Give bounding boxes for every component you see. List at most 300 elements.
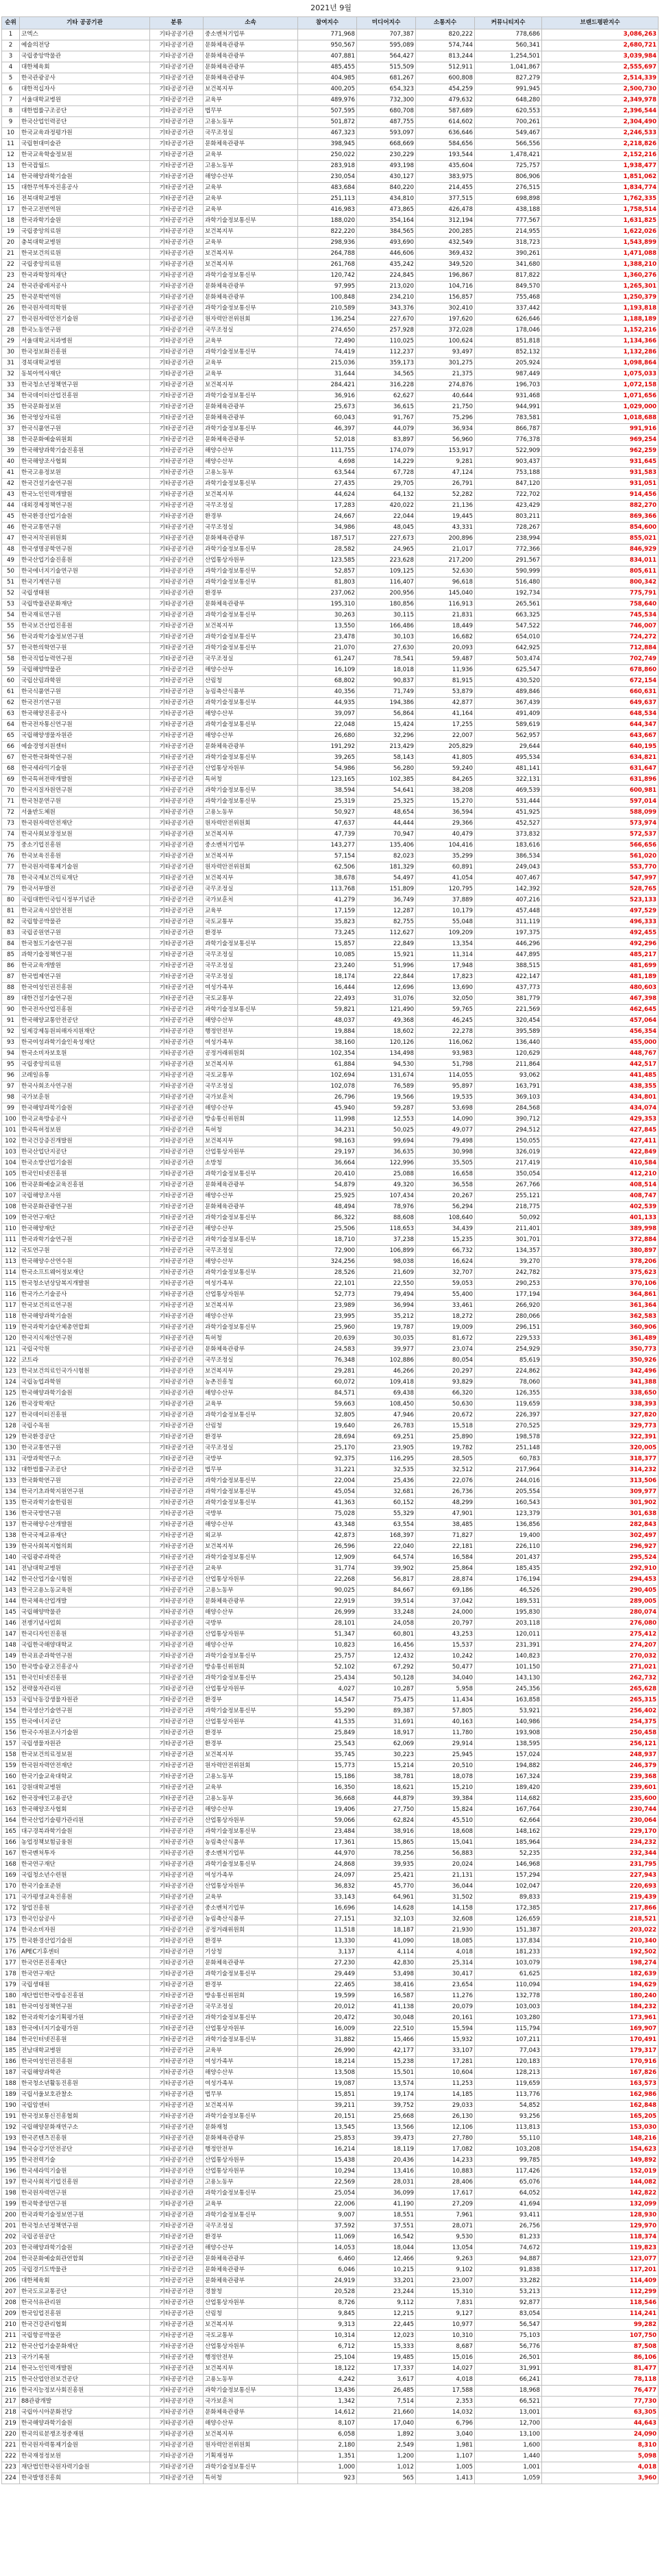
communication-cell: 45,510 [416, 1816, 475, 1827]
community-cell: 495,534 [475, 753, 542, 764]
table-row [2, 95, 659, 106]
ministry-cell: 고용노동부 [204, 2177, 298, 2188]
brand-index-cell: 2,500,730 [542, 84, 659, 95]
org-name-cell: 국립광주과학관 [20, 1553, 150, 1564]
brand-index-cell: 523,133 [542, 895, 659, 906]
communication-cell: 21,750 [416, 402, 475, 413]
org-name-cell: 한국학중앙연구원 [20, 2199, 150, 2210]
category-cell: 기타공공기관 [150, 797, 204, 808]
communication-cell: 29,914 [416, 1739, 475, 1750]
category-cell: 기타공공기관 [150, 1958, 204, 1969]
table-row [2, 862, 659, 873]
participation-cell: 19,640 [298, 1421, 357, 1432]
brand-index-cell: 170,491 [542, 2035, 659, 2046]
brand-index-cell: 117,201 [542, 2265, 659, 2276]
ministry-cell: 보건복지부 [204, 1301, 298, 1312]
participation-cell: 84,571 [298, 1388, 357, 1399]
table-row [2, 1060, 659, 1071]
ministry-cell: 문화체육관광부 [204, 534, 298, 545]
category-cell: 기타공공기관 [150, 972, 204, 983]
communication-cell: 59,487 [416, 654, 475, 665]
ministry-cell: 기상청 [204, 1947, 298, 1958]
participation-cell: 27,230 [298, 1958, 357, 1969]
participation-cell: 16,444 [298, 983, 357, 994]
ministry-cell: 중소벤처기업부 [204, 29, 298, 40]
ministry-cell: 산업통상자원부 [204, 2166, 298, 2177]
rank-cell: 136 [2, 1509, 20, 1520]
communication-cell: 36,594 [416, 808, 475, 818]
category-cell: 기타공공기관 [150, 490, 204, 501]
org-name-cell: 대한체육회 [20, 62, 150, 73]
media-cell: 63,554 [357, 1520, 416, 1531]
org-name-cell: 국가보훈원 [20, 1092, 150, 1103]
org-name-cell: 한국해양과학기술원 [20, 172, 150, 183]
table-row [2, 2440, 659, 2451]
table-row [2, 2298, 659, 2309]
community-cell: 698,898 [475, 194, 542, 205]
media-cell: 27,750 [357, 1805, 416, 1816]
category-cell: 기타공공기관 [150, 358, 204, 369]
communication-cell: 20,024 [416, 1860, 475, 1871]
participation-cell: 38,678 [298, 873, 357, 884]
rank-cell: 12 [2, 150, 20, 161]
community-cell: 66,241 [475, 2375, 542, 2386]
rank-cell: 16 [2, 194, 20, 205]
community-cell: 217,964 [475, 1465, 542, 1476]
rank-cell: 41 [2, 468, 20, 479]
brand-index-cell: 180,240 [542, 1991, 659, 2002]
table-row [2, 435, 659, 446]
brand-index-cell: 198,274 [542, 1958, 659, 1969]
media-cell: 48,654 [357, 808, 416, 818]
communication-cell: 22,278 [416, 1027, 475, 1038]
table-row [2, 2364, 659, 2375]
category-cell: 기타공공기관 [150, 1739, 204, 1750]
table-row [2, 2090, 659, 2101]
participation-cell: 59,663 [298, 1399, 357, 1410]
table-row [2, 972, 659, 983]
rank-cell: 199 [2, 2199, 20, 2210]
rank-cell: 155 [2, 1717, 20, 1728]
participation-cell: 22,465 [298, 1980, 357, 1991]
table-row [2, 2353, 659, 2364]
participation-cell: 8,726 [298, 2298, 357, 2309]
rank-cell: 182 [2, 2013, 20, 2024]
ministry-cell: 교육부 [204, 358, 298, 369]
table-row [2, 271, 659, 282]
rank-cell: 133 [2, 1476, 20, 1487]
media-cell: 1,200 [357, 2451, 416, 2462]
category-cell: 기타공공기관 [150, 1684, 204, 1695]
table-row [2, 1268, 659, 1279]
participation-cell: 24,097 [298, 1871, 357, 1881]
communication-cell: 15,041 [416, 1838, 475, 1849]
rank-cell: 201 [2, 2221, 20, 2232]
community-cell: 270,525 [475, 1421, 542, 1432]
ministry-cell: 해양수산부 [204, 709, 298, 720]
table-row [2, 1991, 659, 2002]
communication-cell: 56,294 [416, 1202, 475, 1213]
category-cell: 기타공공기관 [150, 2155, 204, 2166]
media-cell: 41,190 [357, 2199, 416, 2210]
communication-cell: 19,535 [416, 1092, 475, 1103]
ministry-cell: 여성가족부 [204, 1279, 298, 1290]
community-cell: 446,296 [475, 939, 542, 950]
org-name-cell: 한국지식재산연구원 [20, 1334, 150, 1345]
community-cell: 590,999 [475, 566, 542, 577]
media-cell: 595,089 [357, 40, 416, 51]
category-cell: 기타공공기관 [150, 1553, 204, 1564]
media-cell: 15,333 [357, 2342, 416, 2353]
community-cell: 194,882 [475, 1761, 542, 1772]
rank-cell: 188 [2, 2079, 20, 2090]
table-row [2, 62, 659, 73]
communication-cell: 80,054 [416, 1355, 475, 1366]
ministry-cell: 국토교통부 [204, 2331, 298, 2342]
rank-cell: 47 [2, 534, 20, 545]
community-cell: 491,409 [475, 709, 542, 720]
category-cell: 기타공공기관 [150, 1410, 204, 1421]
category-cell: 기타공공기관 [150, 1816, 204, 1827]
communication-cell: 21,136 [416, 501, 475, 512]
category-cell: 기타공공기관 [150, 1750, 204, 1761]
org-name-cell: 한국산업기술문화재단 [20, 2342, 150, 2353]
brand-index-cell: 1,152,216 [542, 325, 659, 336]
community-cell: 1,478,421 [475, 150, 542, 161]
media-cell: 13,574 [357, 2079, 416, 2090]
org-name-cell: 한국체육산업개발 [20, 1597, 150, 1608]
communication-cell: 820,222 [416, 29, 475, 40]
category-cell: 기타공공기관 [150, 369, 204, 380]
ministry-cell: 과학기술정보통신부 [204, 753, 298, 764]
brand-index-cell: 1,834,774 [542, 183, 659, 194]
community-cell: 142,392 [475, 884, 542, 895]
rank-cell: 116 [2, 1290, 20, 1301]
rank-cell: 73 [2, 818, 20, 829]
table-row [2, 1005, 659, 1016]
media-cell: 26,485 [357, 2386, 416, 2397]
ministry-cell: 국무조정실 [204, 972, 298, 983]
communication-cell: 20,267 [416, 1191, 475, 1202]
table-row [2, 555, 659, 566]
media-cell: 7,514 [357, 2397, 416, 2408]
category-cell: 기타공공기관 [150, 2276, 204, 2287]
rank-cell: 97 [2, 1081, 20, 1092]
table-row [2, 1498, 659, 1509]
org-name-cell: 한국교육시설안전원 [20, 906, 150, 917]
rank-cell: 176 [2, 1947, 20, 1958]
org-name-cell: 한국도로교통공단 [20, 2287, 150, 2298]
ministry-cell: 교육부 [204, 1564, 298, 1575]
category-cell: 기타공공기관 [150, 1936, 204, 1947]
ministry-cell: 해양수산부 [204, 1224, 298, 1235]
rank-cell: 137 [2, 1520, 20, 1531]
communication-cell: 1,107 [416, 2451, 475, 2462]
org-name-cell: 한국과학기술정보연구원 [20, 2210, 150, 2221]
category-cell: 기타공공기관 [150, 1914, 204, 1925]
org-name-cell: 국립서울보호관찰소 [20, 2090, 150, 2101]
community-cell: 847,120 [475, 479, 542, 490]
participation-cell: 31,774 [298, 1564, 357, 1575]
communication-cell: 49,077 [416, 1125, 475, 1136]
communication-cell: 11,276 [416, 1991, 475, 2002]
table-row [2, 1706, 659, 1717]
rank-cell: 130 [2, 1443, 20, 1454]
ministry-cell: 농촌진흥청 [204, 1377, 298, 1388]
participation-cell: 24,919 [298, 2276, 357, 2287]
community-cell: 92,877 [475, 2298, 542, 2309]
community-cell: 849,570 [475, 282, 542, 292]
table-row [2, 928, 659, 939]
table-row [2, 2079, 659, 2090]
brand-index-cell: 962,259 [542, 446, 659, 457]
participation-cell: 25,054 [298, 2188, 357, 2199]
org-name-cell: 전남대학교병원 [20, 2046, 150, 2057]
media-cell: 25,325 [357, 797, 416, 808]
category-cell: 기타공공기관 [150, 292, 204, 303]
communication-cell: 32,512 [416, 1465, 475, 1476]
org-name-cell: 중소기업진흥원 [20, 840, 150, 851]
communication-cell: 39,384 [416, 1794, 475, 1805]
communication-cell: 32,707 [416, 1268, 475, 1279]
community-cell: 128,213 [475, 2068, 542, 2079]
participation-cell: 16,109 [298, 665, 357, 676]
table-row [2, 1761, 659, 1772]
community-cell: 772,366 [475, 545, 542, 555]
ministry-cell: 산업통상자원부 [204, 555, 298, 566]
participation-cell: 8,107 [298, 2418, 357, 2429]
org-name-cell: 한국석유관리원 [20, 2298, 150, 2309]
table-row [2, 402, 659, 413]
table-row [2, 1542, 659, 1553]
org-name-cell: 한국언론진흥재단 [20, 1958, 150, 1969]
table-row [2, 851, 659, 862]
org-name-cell: 국립중앙의료원 [20, 227, 150, 238]
participation-cell: 25,319 [298, 797, 357, 808]
ministry-cell: 산업통상자원부 [204, 2155, 298, 2166]
brand-index-cell: 434,074 [542, 1103, 659, 1114]
ministry-cell: 해양수산부 [204, 2418, 298, 2429]
org-name-cell: 한국지능정보사회진흥원 [20, 2386, 150, 2397]
table-row [2, 2057, 659, 2068]
communication-cell: 312,194 [416, 216, 475, 227]
ministry-cell: 원자력안전위원회 [204, 2440, 298, 2451]
ministry-cell: 과학기술정보통신부 [204, 610, 298, 621]
rank-cell: 105 [2, 1169, 20, 1180]
participation-cell: 100,848 [298, 292, 357, 303]
org-name-cell: 전쟁기념사업회 [20, 1618, 150, 1629]
participation-cell: 18,174 [298, 972, 357, 983]
ministry-cell: 방송통신위원회 [204, 1662, 298, 1673]
media-cell: 33,201 [357, 2276, 416, 2287]
participation-cell: 97,995 [298, 282, 357, 292]
org-name-cell: 한국교육방송공사 [20, 1114, 150, 1125]
community-cell: 46,526 [475, 1586, 542, 1597]
rank-cell: 53 [2, 599, 20, 610]
org-name-cell: 한국정보통신진흥협회 [20, 2112, 150, 2123]
media-cell: 18,119 [357, 2144, 416, 2155]
community-cell: 276,515 [475, 183, 542, 194]
participation-cell: 26,680 [298, 731, 357, 742]
community-cell: 457,448 [475, 906, 542, 917]
media-cell: 36,635 [357, 1147, 416, 1158]
org-name-cell: 코레일유통 [20, 1071, 150, 1081]
table-row [2, 369, 659, 380]
community-cell: 226,397 [475, 1410, 542, 1421]
category-cell: 기타공공기관 [150, 643, 204, 654]
category-cell: 기타공공기관 [150, 742, 204, 753]
category-cell: 기타공공기관 [150, 818, 204, 829]
org-name-cell: 예술경영지원센터 [20, 742, 150, 753]
participation-cell: 60,072 [298, 1377, 357, 1388]
community-cell: 318,723 [475, 238, 542, 249]
rank-cell: 61 [2, 687, 20, 698]
rank-cell: 169 [2, 1871, 20, 1881]
brand-index-cell: 573,974 [542, 818, 659, 829]
brand-index-cell: 4,018 [542, 2462, 659, 2473]
table-row [2, 2024, 659, 2035]
brand-index-cell: 2,304,490 [542, 117, 659, 128]
rank-cell: 14 [2, 172, 20, 183]
ministry-cell: 교육부 [204, 2046, 298, 2057]
media-cell: 53,498 [357, 1969, 416, 1980]
brand-index-cell: 142,822 [542, 2188, 659, 2199]
brand-index-cell: 313,506 [542, 1476, 659, 1487]
table-row [2, 764, 659, 775]
org-name-cell: 한국전자산업진흥원 [20, 1005, 150, 1016]
table-row [2, 2177, 659, 2188]
org-name-cell: 국립생태원 [20, 588, 150, 599]
participation-cell: 36,916 [298, 391, 357, 402]
category-cell: 기타공공기관 [150, 1158, 204, 1169]
ministry-cell: 문화체육관광부 [204, 1958, 298, 1969]
brand-index-cell: 375,623 [542, 1268, 659, 1279]
rank-cell: 134 [2, 1487, 20, 1498]
org-name-cell: 한국환경공단 [20, 1432, 150, 1443]
table-row [2, 1114, 659, 1125]
media-cell: 15,214 [357, 1761, 416, 1772]
community-cell: 777,567 [475, 216, 542, 227]
ministry-cell: 국방부 [204, 1454, 298, 1465]
table-row [2, 1892, 659, 1903]
org-name-cell: 한국정보화진흥원 [20, 347, 150, 358]
communication-cell: 302,410 [416, 303, 475, 314]
community-cell: 522,909 [475, 446, 542, 457]
communication-cell: 20,079 [416, 2002, 475, 2013]
ministry-cell: 과학기술정보통신부 [204, 1410, 298, 1421]
participation-cell: 72,490 [298, 336, 357, 347]
table-row [2, 1454, 659, 1465]
category-cell: 기타공공기관 [150, 1564, 204, 1575]
org-name-cell: 대한무역투자진흥공사 [20, 183, 150, 194]
ministry-cell: 외교부 [204, 1531, 298, 1542]
category-cell: 기타공공기관 [150, 1257, 204, 1268]
media-cell: 51,996 [357, 961, 416, 972]
brand-index-cell: 295,524 [542, 1553, 659, 1564]
ministry-cell: 법무부 [204, 1465, 298, 1476]
community-cell: 620,553 [475, 106, 542, 117]
category-cell: 기타공공기관 [150, 1213, 204, 1224]
ministry-cell: 문화재청 [204, 2123, 298, 2134]
participation-cell: 25,853 [298, 2134, 357, 2144]
category-cell: 기타공공기관 [150, 1476, 204, 1487]
communication-cell: 57,805 [416, 1706, 475, 1717]
org-name-cell: 한국소비자보호원 [20, 1049, 150, 1060]
org-name-cell: 한국해양과학기술원 [20, 1103, 150, 1114]
rank-cell: 10 [2, 128, 20, 139]
rank-cell: 148 [2, 1640, 20, 1651]
community-cell: 322,131 [475, 775, 542, 786]
table-row [2, 829, 659, 840]
rank-cell: 207 [2, 2287, 20, 2298]
communication-cell: 31,502 [416, 1892, 475, 1903]
communication-cell: 48,299 [416, 1498, 475, 1509]
community-cell: 119,659 [475, 2079, 542, 2090]
ministry-cell: 과학기술정보통신부 [204, 1005, 298, 1016]
media-cell: 24,058 [357, 1618, 416, 1629]
participation-cell: 16,214 [298, 2144, 357, 2155]
media-cell: 118,653 [357, 1224, 416, 1235]
communication-cell: 69,186 [416, 1586, 475, 1597]
participation-cell: 22,919 [298, 1597, 357, 1608]
community-cell: 265,561 [475, 599, 542, 610]
category-cell: 기타공공기관 [150, 2462, 204, 2473]
participation-cell: 16,009 [298, 2024, 357, 2035]
brand-index-cell: 338,393 [542, 1399, 659, 1410]
media-cell: 18,621 [357, 1783, 416, 1794]
ministry-cell: 보건복지부 [204, 380, 298, 391]
communication-cell: 1,981 [416, 2440, 475, 2451]
communication-cell: 426,478 [416, 205, 475, 216]
table-row [2, 523, 659, 534]
table-row [2, 2155, 659, 2166]
media-cell: 18,602 [357, 1027, 416, 1038]
ministry-cell: 환경부 [204, 512, 298, 523]
rank-cell: 88 [2, 983, 20, 994]
rank-cell: 8 [2, 106, 20, 117]
rank-cell: 99 [2, 1103, 20, 1114]
org-name-cell: 한국노인인력개발원 [20, 2364, 150, 2375]
communication-cell: 12,106 [416, 2123, 475, 2134]
table-row [2, 1125, 659, 1136]
participation-cell: 3,137 [298, 1947, 357, 1958]
table-row [2, 731, 659, 742]
communication-cell: 10,977 [416, 2320, 475, 2331]
rank-cell: 221 [2, 2440, 20, 2451]
org-name-cell: 재단법인한국방송진흥원 [20, 1991, 150, 2002]
ministry-cell: 산업통상자원부 [204, 1575, 298, 1586]
communication-cell: 59,053 [416, 1279, 475, 1290]
ministry-cell: 문화체육관광부 [204, 1345, 298, 1355]
org-name-cell: 한국원자력통제기술원 [20, 2440, 150, 2451]
community-cell: 172,385 [475, 1903, 542, 1914]
communication-cell: 27,780 [416, 2134, 475, 2144]
category-cell: 기타공공기관 [150, 1049, 204, 1060]
participation-cell: 14,547 [298, 1695, 357, 1706]
rank-cell: 45 [2, 512, 20, 523]
communication-cell: 56,883 [416, 1849, 475, 1860]
rank-cell: 24 [2, 282, 20, 292]
community-cell: 991,945 [475, 84, 542, 95]
org-name-cell: 한국잡월드 [20, 161, 150, 172]
brand-index-cell: 239,368 [542, 1772, 659, 1783]
category-cell: 기타공공기관 [150, 1224, 204, 1235]
ministry-cell: 공정거래위원회 [204, 1049, 298, 1060]
table-row [2, 1158, 659, 1169]
brand-index-cell: 1,029,000 [542, 402, 659, 413]
media-cell: 116,295 [357, 1454, 416, 1465]
category-cell: 기타공공기관 [150, 566, 204, 577]
